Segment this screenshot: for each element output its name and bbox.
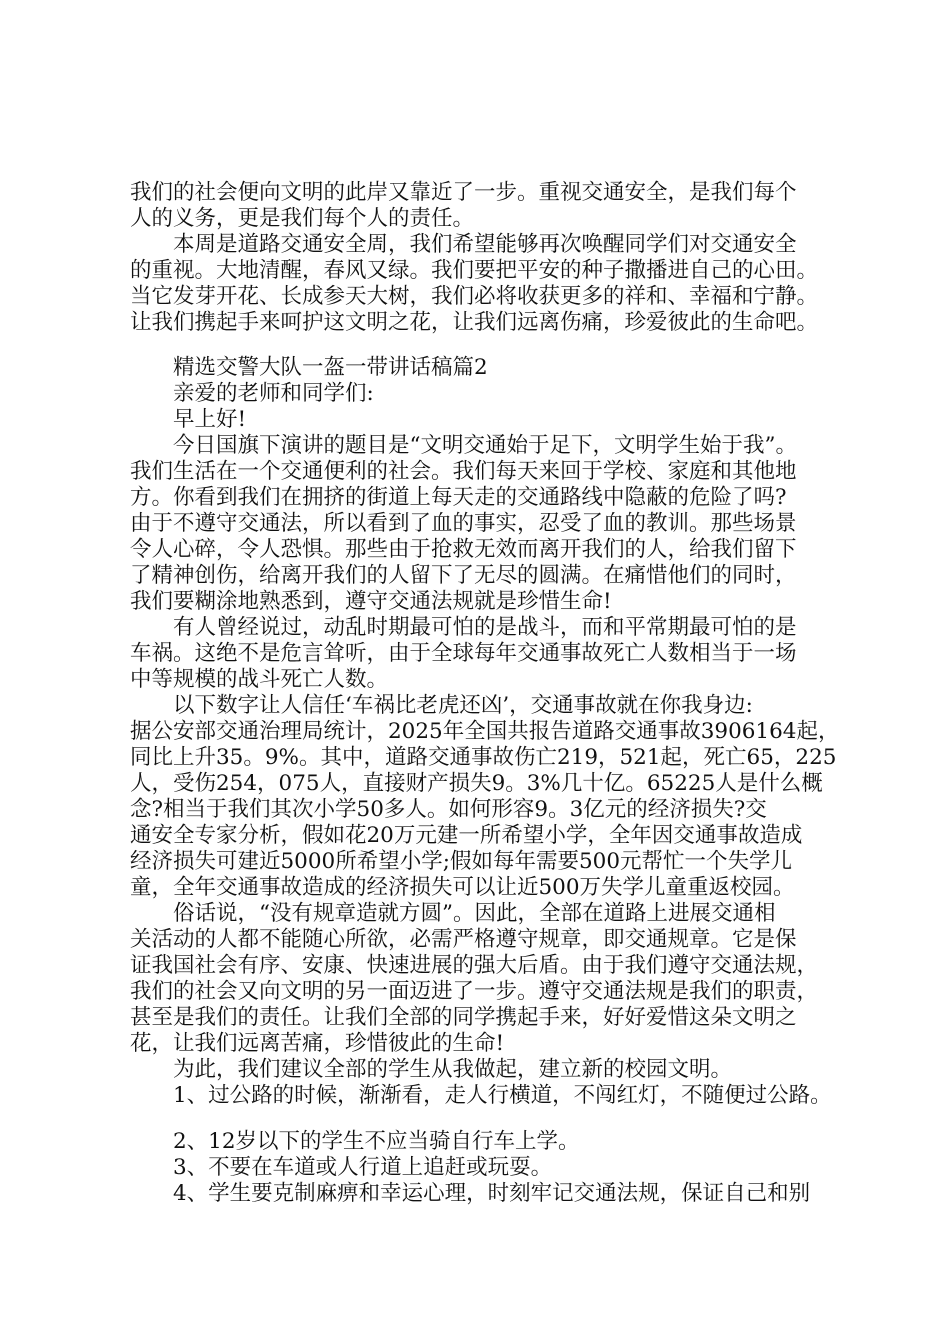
list-item: 4、学生要克制麻痹和幸运心理，时刻牢记交通法规，保证自己和别 [173, 1181, 811, 1206]
text-line: 方。你看到我们在拥挤的街道上每天走的交通路线中隐蔽的危险了吗? [130, 485, 787, 510]
text-line: 让我们携起手来呵护这文明之花，让我们远离伤痛，珍爱彼此的生命吧。 [130, 310, 819, 335]
text-line: 念?相当于我们其次小学50多人。如何形容9。3亿元的经济损失?交 [130, 797, 767, 822]
text-line: 同比上升35。9%。其中，道路交通事故伤亡219，521起，死亡65，225 [130, 745, 837, 770]
text-line: 人，受伤254，075人，直接财产损失9。3%几十亿。65225人是什么概 [130, 771, 823, 796]
text-line: 人的义务，更是我们每个人的责任。 [130, 206, 475, 231]
text-line: 为此，我们建议全部的学生从我做起，建立新的校园文明。 [173, 1057, 733, 1082]
text-line: 了精神创伤，给离开我们的人留下了无尽的圆满。在痛惜他们的同时， [130, 563, 797, 588]
text-line: 令人心碎，令人恐惧。那些由于抢救无效而离开我们的人，给我们留下 [130, 537, 797, 562]
list-item: 1、过公路的时候，渐渐看，走人行横道，不闯红灯，不随便过公路。 [173, 1083, 832, 1108]
text-line: 关活动的人都不能随心所欲，必需严格遵守规章，即交通规章。它是保 [130, 927, 797, 952]
text-line: 今日国旗下演讲的题目是“文明交通始于足下，文明学生始于我”。 [173, 433, 797, 458]
text-line: 俗话说，“没有规章造就方圆”。因此，全部在道路上进展交通相 [173, 901, 776, 926]
text-line: 有人曾经说过，动乱时期最可怕的是战斗，而和平常期最可怕的是 [173, 615, 797, 640]
text-line: 我们的社会便向文明的此岸又靠近了一步。重视交通安全，是我们每个 [130, 180, 797, 205]
text-line: 由于不遵守交通法，所以看到了血的事实，忍受了血的教训。那些场景 [130, 511, 797, 536]
text-line: 早上好! [173, 407, 247, 432]
text-line: 中等规模的战斗死亡人数。 [130, 667, 389, 692]
text-line: 童，全年交通事故造成的经济损失可以让近500万失学儿童重返校园。 [130, 875, 795, 900]
text-line: 我们生活在一个交通便利的社会。我们每天来回于学校、家庭和其他地 [130, 459, 797, 484]
text-line: 亲爱的老师和同学们: [173, 381, 374, 406]
section-heading: 精选交警大队一盔一带讲话稿篇2 [173, 355, 488, 380]
list-item: 3、不要在车道或人行道上追赶或玩耍。 [173, 1155, 553, 1180]
text-line: 以下数字让人信任‘车祸比老虎还凶’，交通事故就在你我身边: [173, 693, 753, 718]
text-line: 经济损失可建近5000所希望小学;假如每年需要500元帮忙一个失学儿 [130, 849, 792, 874]
text-line: 的重视。大地清醒，春风又绿。我们要把平安的种子撒播进自己的心田。 [130, 258, 819, 283]
text-line: 通安全专家分析，假如花20万元建一所希望小学，全年因交通事故造成 [130, 823, 803, 848]
text-line: 据公安部交通治理局统计，2025年全国共报告道路交通事故3906164起， [130, 719, 840, 744]
text-line: 花，让我们远离苦痛，珍惜彼此的生命! [130, 1031, 505, 1056]
text-line: 证我国社会有序、安康、快速进展的强大后盾。由于我们遵守交通法规， [130, 953, 819, 978]
list-item: 2、12岁以下的学生不应当骑自行车上学。 [173, 1129, 580, 1154]
text-line: 我们要糊涂地熟悉到，遵守交通法规就是珍惜生命! [130, 589, 612, 614]
text-line: 甚至是我们的责任。让我们全部的同学携起手来，好好爱惜这朵文明之 [130, 1005, 797, 1030]
text-line: 车祸。这绝不是危言耸听，由于全球每年交通事故死亡人数相当于一场 [130, 641, 797, 666]
text-line: 本周是道路交通安全周，我们希望能够再次唤醒同学们对交通安全 [173, 232, 797, 257]
text-line: 当它发芽开花、长成参天大树，我们必将收获更多的祥和、幸福和宁静。 [130, 284, 819, 309]
text-line: 我们的社会又向文明的另一面迈进了一步。遵守交通法规是我们的职责， [130, 979, 819, 1004]
